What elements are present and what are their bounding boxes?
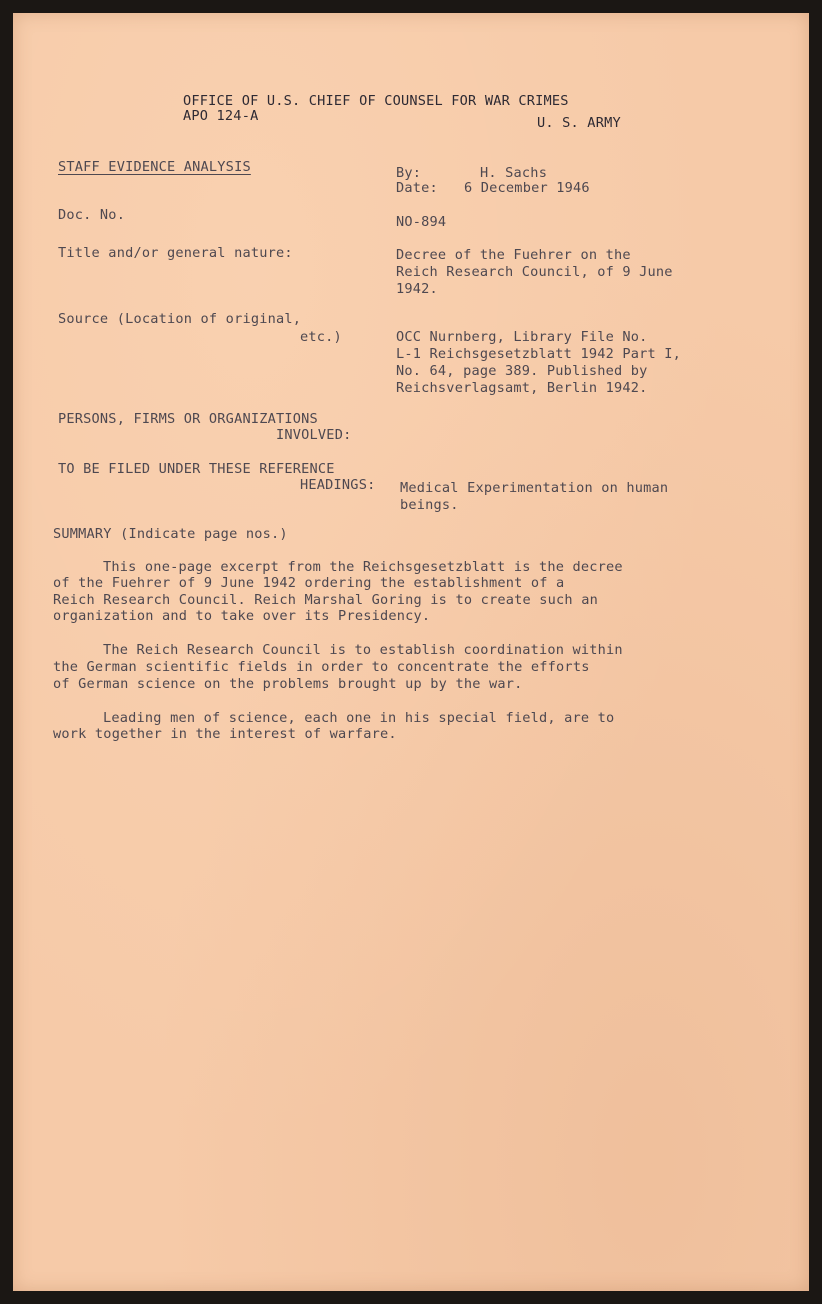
summary-line: work together in the interest of warfare. bbox=[53, 726, 397, 742]
filed-label-line: HEADINGS: bbox=[300, 477, 376, 493]
source-value-line: L-1 Reichsgesetzblatt 1942 Part I, bbox=[396, 346, 682, 362]
source-label-line: etc.) bbox=[300, 329, 342, 345]
title-value-line: Reich Research Council, of 9 June bbox=[396, 264, 673, 280]
source-value-line: OCC Nurnberg, Library File No. bbox=[396, 329, 648, 345]
analysis-heading: STAFF EVIDENCE ANALYSIS bbox=[58, 159, 251, 175]
filed-value-line: beings. bbox=[400, 497, 459, 513]
title-label: Title and/or general nature: bbox=[58, 245, 293, 261]
by-value: H. Sachs bbox=[480, 165, 548, 181]
army-label: U. S. ARMY bbox=[537, 115, 621, 131]
source-value-line: Reichsverlagsamt, Berlin 1942. bbox=[396, 380, 648, 396]
summary-line: The Reich Research Council is to establish coordination within bbox=[103, 642, 623, 658]
title-value-line: 1942. bbox=[396, 281, 438, 297]
title-value-line: Decree of the Fuehrer on the bbox=[396, 247, 631, 263]
apo-number: APO 124-A bbox=[183, 108, 259, 124]
filed-label-line: TO BE FILED UNDER THESE REFERENCE bbox=[58, 461, 335, 477]
by-label: By: bbox=[396, 165, 422, 181]
date-label: Date: bbox=[396, 180, 438, 196]
summary-line: Reich Research Council. Reich Marshal Goring is to create such an bbox=[53, 592, 598, 608]
persons-label-line: INVOLVED: bbox=[276, 427, 352, 443]
summary-line: of German science on the problems brought up by the war. bbox=[53, 676, 523, 692]
summary-label: SUMMARY (Indicate page nos.) bbox=[53, 526, 288, 542]
persons-label-line: PERSONS, FIRMS OR ORGANIZATIONS bbox=[58, 411, 318, 427]
source-value-line: No. 64, page 389. Published by bbox=[396, 363, 648, 379]
summary-line: of the Fuehrer of 9 June 1942 ordering the establishment of a bbox=[53, 575, 565, 591]
filed-value-line: Medical Experimentation on human bbox=[400, 480, 669, 496]
summary-line: Leading men of science, each one in his special field, are to bbox=[103, 710, 615, 726]
source-label-line: Source (Location of original, bbox=[58, 311, 302, 327]
doc-no-value: NO-894 bbox=[396, 214, 447, 230]
summary-line: the German scientific fields in order to concentrate the efforts bbox=[53, 659, 590, 675]
summary-line: organization and to take over its Presidency. bbox=[53, 608, 431, 624]
office-title: OFFICE OF U.S. CHIEF OF COUNSEL FOR WAR CRIMES bbox=[183, 93, 569, 109]
doc-no-label: Doc. No. bbox=[58, 207, 126, 223]
date-value: 6 December 1946 bbox=[464, 180, 590, 196]
summary-line: This one-page excerpt from the Reichsgesetzblatt is the decree bbox=[103, 559, 623, 575]
